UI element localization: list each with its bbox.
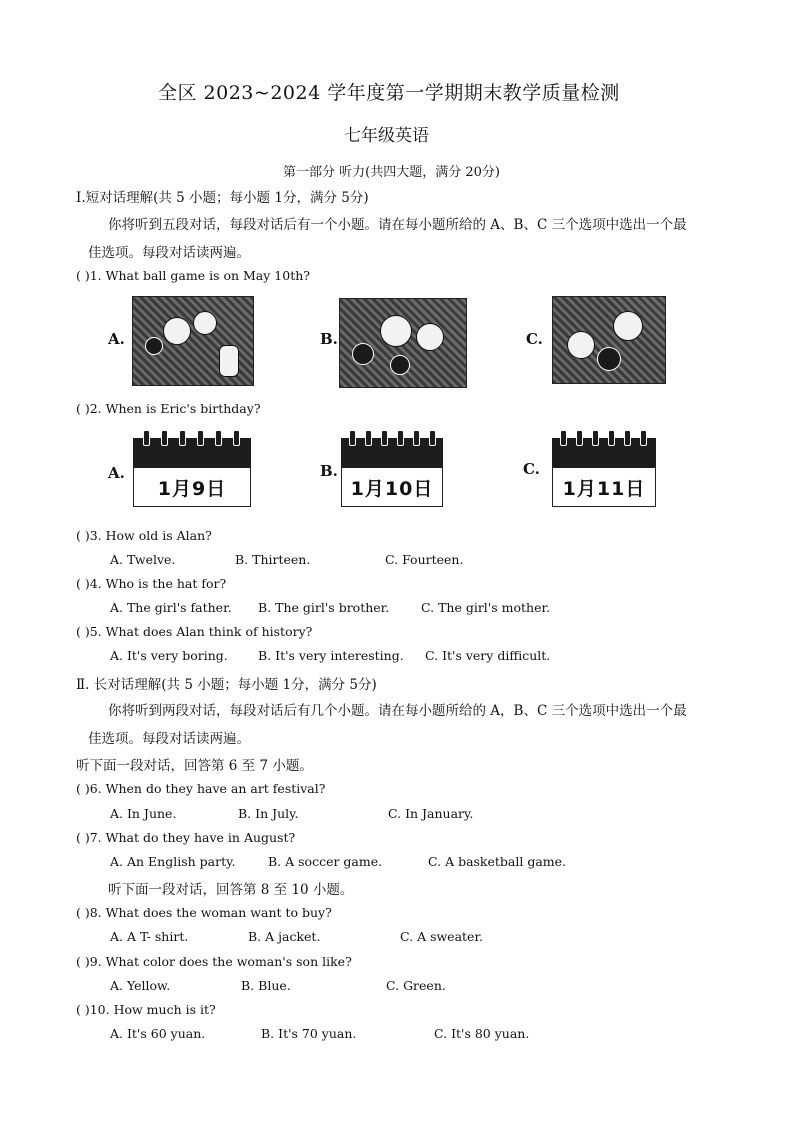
question-3: ( )3. How old is Alan? xyxy=(76,528,212,543)
q8-option-a: A. A T- shirt. xyxy=(110,929,189,944)
q6-option-b: B. In July. xyxy=(238,806,299,821)
q2-option-b-calendar xyxy=(341,430,443,508)
q1-option-b-label: B. xyxy=(320,330,338,348)
question-2: ( )2. When is Eric's birthday? xyxy=(76,401,261,416)
section2-instruction-line2: 佳选项。每段对话读两遍。 xyxy=(88,731,250,747)
dialogue-1-instruction: 听下面一段对话，回答第 6 至 7 小题。 xyxy=(76,758,313,774)
q1-option-a-label: A. xyxy=(108,330,125,348)
exam-subtitle: 七年级英语 xyxy=(344,126,429,146)
q5-option-b: B. It's very interesting. xyxy=(258,648,404,663)
question-10: ( )10. How much is it? xyxy=(76,1002,216,1017)
q2-option-c-calendar xyxy=(552,430,656,508)
q10-option-c: C. It's 80 yuan. xyxy=(434,1026,530,1041)
question-9: ( )9. What color does the woman's son like? xyxy=(76,954,352,969)
q7-option-a: A. An English party. xyxy=(110,854,236,869)
q4-option-c: C. The girl's mother. xyxy=(421,600,551,615)
q9-option-a: A. Yellow. xyxy=(110,978,171,993)
q8-option-b: B. A jacket. xyxy=(248,929,321,944)
q1-option-c-label: C. xyxy=(526,330,543,348)
q2-option-a-calendar xyxy=(133,430,251,508)
q3-option-b: B. Thirteen. xyxy=(235,552,311,567)
q2-option-b-date: 1月10日 xyxy=(350,477,434,500)
q6-option-a: A. In June. xyxy=(110,806,177,821)
question-6: ( )6. When do they have an art festival? xyxy=(76,781,326,796)
question-1: ( )1. What ball game is on May 10th? xyxy=(76,268,310,283)
q8-option-c: C. A sweater. xyxy=(400,929,484,944)
dialogue-2-instruction: 听下面一段对话，回答第 8 至 10 小题。 xyxy=(108,882,354,898)
q1-option-b-image xyxy=(339,298,467,388)
question-8: ( )8. What does the woman want to buy? xyxy=(76,905,332,920)
section1-heading: Ⅰ.短对话理解(共 5 小题；每小题 1分，满分 5分) xyxy=(76,190,369,206)
q6-option-c: C. In January. xyxy=(388,806,474,821)
section1-instruction-line1: 你将听到五段对话，每段对话后有一个小题。请在每小题所给的 A、B、C 三个选项中选出一个最 xyxy=(108,217,687,233)
question-4: ( )4. Who is the hat for? xyxy=(76,576,227,591)
q1-option-c-image xyxy=(552,296,666,384)
q3-option-a: A. Twelve. xyxy=(110,552,176,567)
q5-option-c: C. It's very difficult. xyxy=(425,648,551,663)
q9-option-b: B. Blue. xyxy=(241,978,291,993)
exam-title: 全区 2023~2024 学年度第一学期期末教学质量检测 xyxy=(158,82,620,104)
q10-option-b: B. It's 70 yuan. xyxy=(261,1026,357,1041)
q9-option-c: C. Green. xyxy=(386,978,446,993)
q5-option-a: A. It's very boring. xyxy=(110,648,228,663)
q2-option-b-label: B. xyxy=(320,462,338,480)
q10-option-a: A. It's 60 yuan. xyxy=(110,1026,206,1041)
q1-option-a-image xyxy=(132,296,254,386)
q2-option-a-date: 1月9日 xyxy=(157,477,227,500)
question-5: ( )5. What does Alan think of history? xyxy=(76,624,313,639)
q4-option-a: A. The girl's father. xyxy=(110,600,232,615)
q3-option-c: C. Fourteen. xyxy=(385,552,464,567)
section2-instruction-line1: 你将听到两段对话，每段对话后有几个小题。请在每小题所给的 A，B、C 三个选项中选出一个最 xyxy=(108,703,687,719)
q7-option-b: B. A soccer game. xyxy=(268,854,383,869)
section2-heading: Ⅱ. 长对话理解(共 5 小题；每小题 1分，满分 5分) xyxy=(76,677,377,693)
question-7: ( )7. What do they have in August? xyxy=(76,830,296,845)
q4-option-b: B. The girl's brother. xyxy=(258,600,390,615)
q7-option-c: C. A basketball game. xyxy=(428,854,567,869)
q2-option-a-label: A. xyxy=(108,464,125,482)
part-heading: 第一部分 听力(共四大题，满分 20分) xyxy=(283,165,500,180)
q2-option-c-label: C. xyxy=(523,460,540,478)
section1-instruction-line2: 佳选项。每段对话读两遍。 xyxy=(88,245,250,261)
q2-option-c-date: 1月11日 xyxy=(562,477,646,500)
